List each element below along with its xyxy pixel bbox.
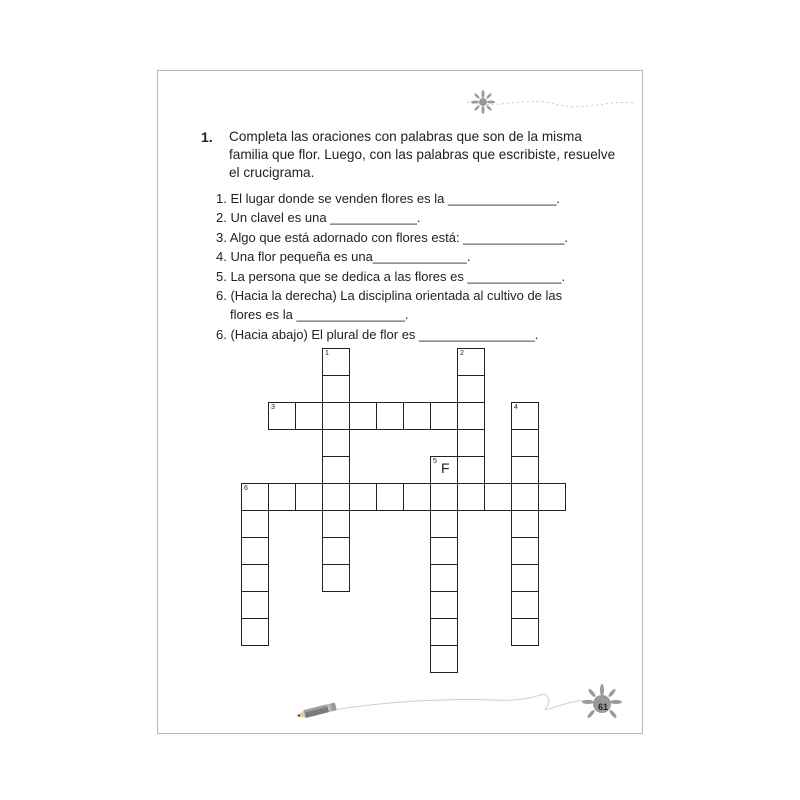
crossword-cell[interactable]	[241, 537, 269, 565]
crossword-cell[interactable]	[430, 402, 458, 430]
crossword-cell[interactable]	[430, 618, 458, 646]
clue-6-across-text: 6. (Hacia la derecha) La disciplina orientada al cultivo de las	[216, 288, 563, 304]
exercise-number: 1.	[201, 129, 213, 145]
exercise-instructions: Completa las oraciones con palabras que son de la misma familia que flor. Luego, con las palabras que escribiste, resuelve el crucigrama.	[229, 129, 616, 180]
crossword-cell[interactable]	[511, 564, 539, 592]
crossword-cell[interactable]	[403, 402, 431, 430]
crossword-cell[interactable]	[511, 483, 539, 511]
crossword-cell[interactable]	[457, 348, 485, 376]
crossword-cell[interactable]	[241, 564, 269, 592]
clue-number: 1	[325, 350, 329, 357]
crossword-cell[interactable]	[511, 537, 539, 565]
crossword-cell[interactable]	[322, 564, 350, 592]
crossword-cell[interactable]	[322, 510, 350, 538]
clue-number: 2	[460, 350, 464, 357]
crossword-cell[interactable]	[538, 483, 566, 511]
clue-4: 4. Una flor pequeña es una_____________.	[216, 249, 471, 265]
crossword-cell[interactable]	[268, 402, 296, 430]
pencil-icon	[293, 684, 593, 726]
crossword-cell[interactable]	[349, 483, 377, 511]
crossword-cell[interactable]	[268, 483, 296, 511]
clue-number: 3	[271, 404, 275, 411]
crossword-cell[interactable]	[322, 348, 350, 376]
clue-number: 5	[433, 458, 437, 465]
crossword-cell[interactable]	[511, 510, 539, 538]
crossword-cell[interactable]	[322, 456, 350, 484]
clue-list	[216, 189, 616, 344]
clue-number: 4	[514, 404, 518, 411]
crossword-cell[interactable]	[430, 456, 458, 484]
crossword-cell[interactable]	[430, 645, 458, 673]
crossword-cell[interactable]	[241, 510, 269, 538]
crossword-cell[interactable]	[322, 429, 350, 457]
clue-number: 6	[244, 485, 248, 492]
crossword-cell[interactable]	[457, 402, 485, 430]
crossword-cell[interactable]	[430, 591, 458, 619]
crossword-cell[interactable]	[430, 537, 458, 565]
clue-1: 1. El lugar donde se venden flores es la _______________.	[216, 191, 561, 206]
crossword-cell[interactable]	[241, 618, 269, 646]
clue-3: 3. Algo que está adornado con flores está: ______________.	[216, 229, 569, 245]
crossword-cell[interactable]	[511, 402, 539, 430]
crossword-cell[interactable]	[430, 483, 458, 511]
crossword-cell[interactable]	[349, 402, 377, 430]
crossword-cell[interactable]	[295, 402, 323, 430]
crossword-cell[interactable]	[511, 456, 539, 484]
page-number: 61	[598, 702, 609, 712]
crossword-cell[interactable]	[511, 618, 539, 646]
crossword-cell[interactable]	[403, 483, 431, 511]
given-letter: F	[441, 460, 450, 476]
crossword-cell[interactable]	[376, 402, 404, 430]
crossword-cell[interactable]	[376, 483, 404, 511]
clue-2: 2. Un clavel es una ____________.	[216, 210, 421, 226]
flower-splash-icon	[455, 88, 635, 118]
crossword-cell[interactable]	[322, 537, 350, 565]
crossword-cell[interactable]	[457, 429, 485, 457]
crossword-cell[interactable]	[295, 483, 323, 511]
crossword-cell[interactable]	[511, 429, 539, 457]
crossword-cell[interactable]	[511, 591, 539, 619]
crossword-cell[interactable]	[241, 483, 269, 511]
crossword-cell[interactable]	[322, 402, 350, 430]
crossword-cell[interactable]	[322, 483, 350, 511]
crossword-cell[interactable]	[457, 456, 485, 484]
clue-6-across-continuation: flores es la _______________.	[230, 307, 409, 323]
clue-6-across	[216, 286, 616, 325]
crossword-cell[interactable]	[457, 483, 485, 511]
crossword-cell[interactable]	[430, 564, 458, 592]
crossword-cell[interactable]	[241, 591, 269, 619]
clue-5: 5. La persona que se dedica a las flores es _____________.	[216, 268, 566, 284]
crossword-cell[interactable]	[322, 375, 350, 403]
crossword-cell[interactable]	[484, 483, 512, 511]
clue-6-down: 6. (Hacia abajo) El plural de flor es ________________.	[216, 326, 539, 342]
crossword-cell[interactable]	[430, 510, 458, 538]
crossword-cell[interactable]	[457, 375, 485, 403]
